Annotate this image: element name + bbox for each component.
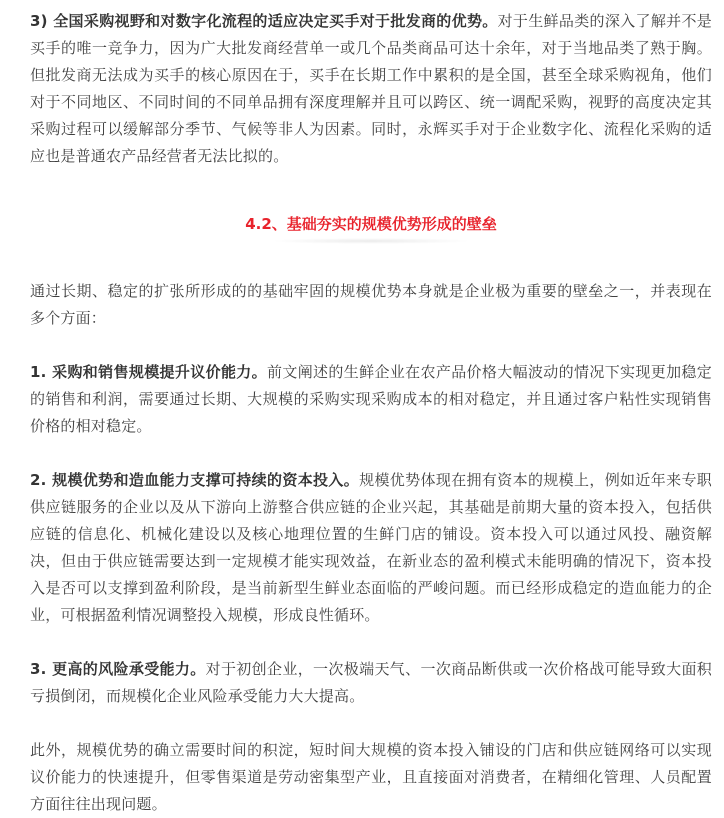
paragraph-lead: 2. 规模优势和造血能力支撑可持续的资本投入。 <box>30 471 360 489</box>
section-heading-wrap <box>30 212 712 242</box>
section-heading-text: 4.2、基础夯实的规模优势形成的壁垒 <box>245 215 497 233</box>
paragraph-intro <box>30 278 712 332</box>
paragraph-bargaining-power <box>30 359 712 440</box>
paragraph-lead: 3. 更高的风险承受能力。 <box>30 660 206 678</box>
section-heading <box>245 212 497 240</box>
heading-underline-shadow <box>270 238 471 244</box>
paragraph-capital-investment <box>30 467 712 629</box>
paragraph-text: 前文阐述的生鲜企业在农产品价格大幅波动的情况下实现更加稳定的销售和利润，需要通过长期、大规模的采购实现采购成本的相对稳定，并且通过客户粘性实现销售价格的相对稳定。 <box>30 363 712 435</box>
paragraph-text: 规模优势体现在拥有资本的规模上，例如近年来专职供应链服务的企业以及从下游向上游整合供应链的企业兴起，其基础是前期大量的资本投入，包括供应链的信息化、机械化建设以及核心地理位置的生鲜门店的铺设。资本投入可以通过风投、融资解决，但由于供应链需要达到一定规模才能实现效益，在新业态的盈利模式未能明确的情况下，资本投入是否可以支撑到盈利阶段，是当前新型生鲜业态面临的严峻问题。而已经形成稳定的造血能力的企业，可根据盈利情况调整投入规模，形成良性循环。 <box>30 471 712 624</box>
paragraph-conclusion <box>30 737 712 818</box>
paragraph-lead: 1. 采购和销售规模提升议价能力。 <box>30 363 267 381</box>
paragraph-text: 通过长期、稳定的扩张所形成的的基础牢固的规模优势本身就是企业极为重要的壁垒之一，并表现在多个方面： <box>30 282 712 327</box>
paragraph-lead: 3) 全国采购视野和对数字化流程的适应决定买手对于批发商的优势。 <box>30 12 498 30</box>
paragraph-text: 此外，规模优势的确立需要时间的积淀，短时间大规模的资本投入铺设的门店和供应链网络可以实现议价能力的快速提升，但零售渠道是劳动密集型产业，且直接面对消费者，在精细化管理、人员配置方面往往出现问题。 <box>30 741 712 813</box>
paragraph-purchasing-vision <box>30 8 712 170</box>
paragraph-text: 对于生鲜品类的深入了解并不是买手的唯一竞争力，因为广大批发商经营单一或几个品类商品可达十余年，对于当地品类了熟于胸。但批发商无法成为买手的核心原因在于，买手在长期工作中累积的是全国，甚至全球采购视角，他们对于不同地区、不同时间的不同单品拥有深度理解并且可以跨区、统一调配采购，视野的高度决定其采购过程可以缓解部分季节、气候等非人为因素。同时，永辉买手对于企业数字化、流程化采购的适应也是普通农产品经营者无法比拟的。 <box>30 12 712 165</box>
paragraph-risk-tolerance <box>30 656 712 710</box>
paragraph-text: 对于初创企业，一次极端天气、一次商品断供或一次价格战可能导致大面积亏损倒闭，而规模化企业风险承受能力大大提高。 <box>30 660 712 705</box>
